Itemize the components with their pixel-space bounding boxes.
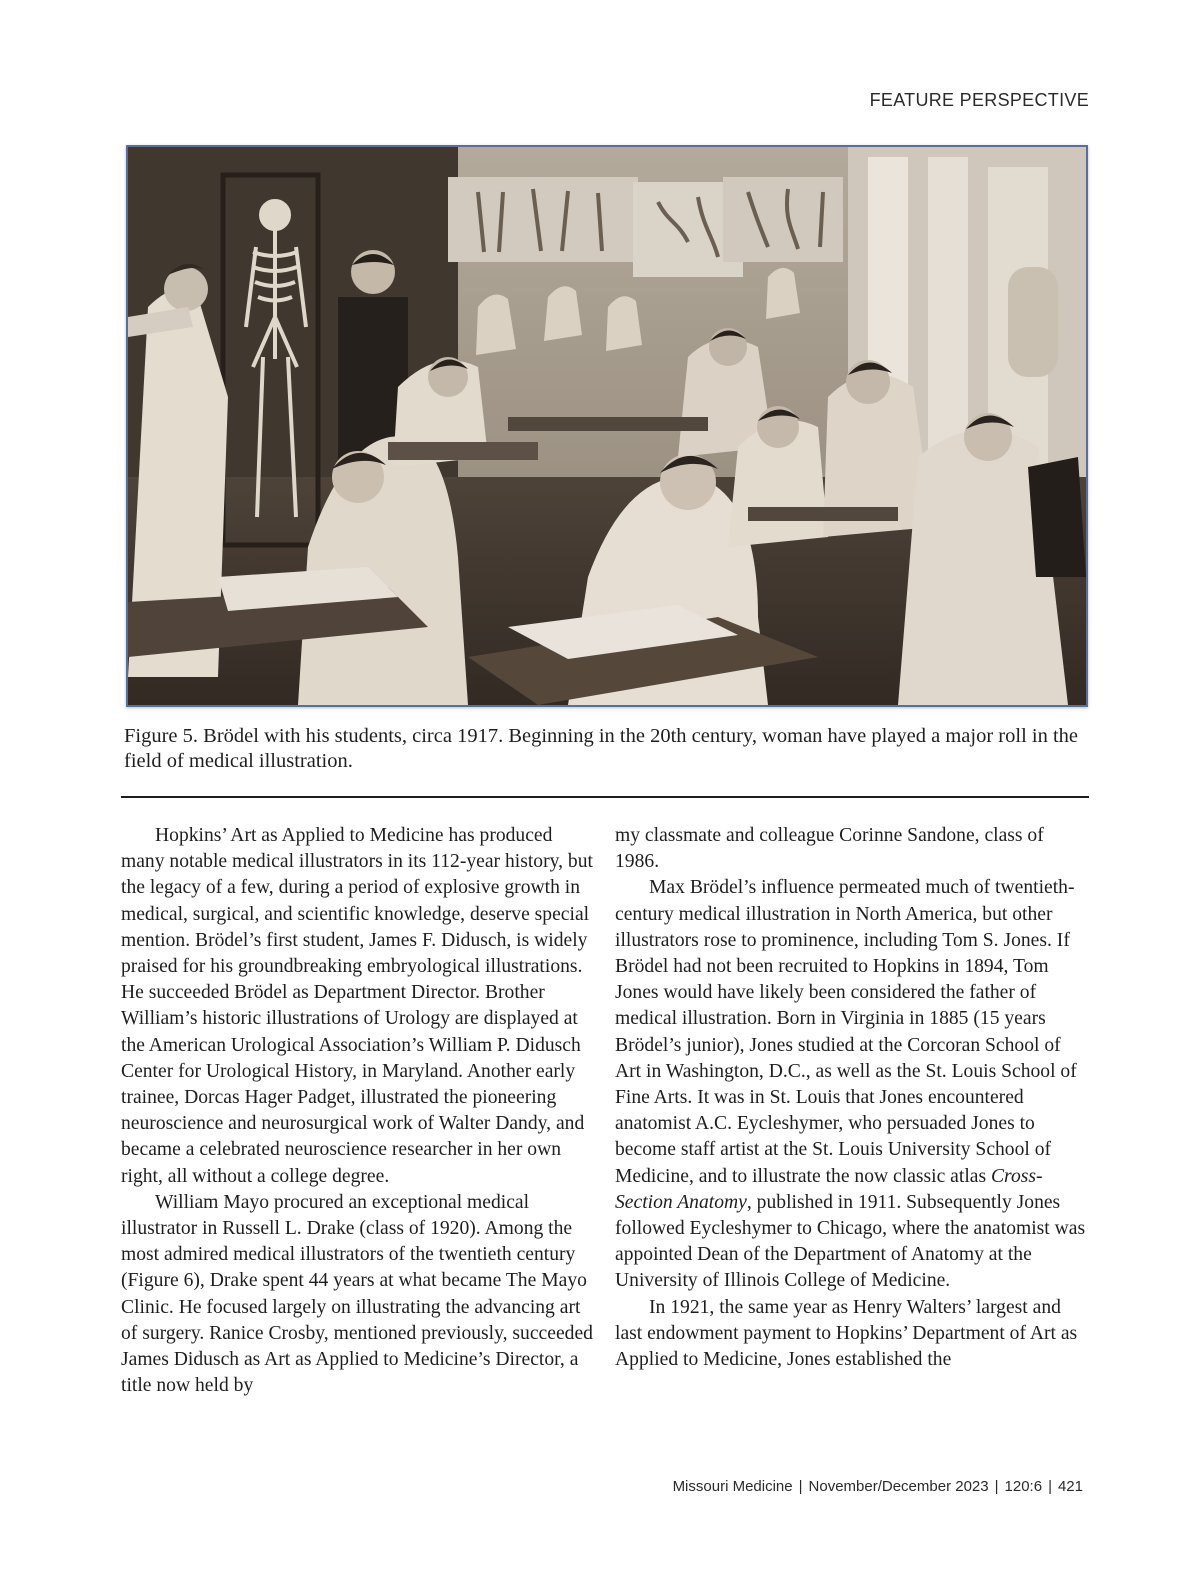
body-column-right [615,823,1087,1373]
separator: | [1048,1478,1052,1495]
volume-number: 120:6 [1004,1478,1043,1495]
paragraph: William Mayo procured an exceptional medical illustrator in Russell L. Drake (class of 1920). Among the most admired medical illustrators of the twentieth century (Figure 6), Drake spent 44 years at what became The Mayo Clinic. He focused largely on illustrating the advancing art of surgery. Ranice Crosby, mentioned previously, succeeded James Didusch as Art as Applied to Medicine’s Director, a title now held by [121,1191,593,1397]
paragraph: Hopkins’ Art as Applied to Medicine has produced many notable medical illustrators in its 112-year history, but the legacy of a few, during a period of explosive growth in medical, surgical, and scientific knowledge, deserve special mention. Brödel’s first student, James F. Didusch, is widely praised for his groundbreaking embryological illustrations. He succeeded Brödel as Department Director. Brother William’s historic illustrations of Urology are displayed at the American Urological Association’s William P. Didusch Center for Urological History, in Maryland. Another early trainee, Dorcas Hager Padget, illustrated the pioneering neuroscience and neurosurgical work of Walter Dandy, and became a celebrated neuroscience researcher in her own right, all without a college degree. [121,825,593,1187]
atlas-title: Cross-Section Anatomy [615,1165,1043,1213]
issue-date: November/December 2023 [808,1478,989,1495]
separator: | [994,1478,999,1495]
body-column-left [121,823,593,1399]
paragraph: my classmate and colleague Corinne Sandone, class of 1986. [615,825,1044,873]
paragraph-text: , published in 1911. Subsequently Jones followed Eycleshymer to Chicago, where the anatomist was appointed Dean of the Department of Anatomy at the University of Illinois College of Medicine. [615,1191,1086,1292]
separator: | [798,1478,803,1495]
journal-name: Missouri Medicine [672,1478,793,1495]
figure-5-photo [126,145,1088,707]
divider-rule [121,796,1089,798]
paragraph: In 1921, the same year as Henry Walters’ largest and last endowment payment to Hopkins’ Department of Art as Applied to Medicine, Jones established the [615,1296,1078,1371]
paragraph [615,875,1087,1294]
page-footer [673,1478,1083,1495]
page-number: 421 [1057,1478,1083,1495]
paragraph-text: Max Brödel’s influence permeated much of twentieth-century medical illustration in North America, but other illustrators rose to prominence, including Tom S. Jones. If Brödel had not been recruited to Hopkins in 1894, Tom Jones would have likely been considered the father of medical illustration. Born in Virginia in 1885 (15 years Brödel’s junior), Jones studied at the Corcoran School of Art in Washington, D.C., as well as the St. Louis School of Fine Arts. It was in St. Louis that Jones encountered anatomist A.C. Eycleshymer, who persuaded Jones to become staff artist at the St. Louis University School of Medicine, and to illustrate the now classic atlas [615,877,1077,1187]
section-label: FEATURE PERSPECTIVE [869,90,1089,110]
figure-caption: Figure 5. Brödel with his students, circa 1917. Beginning in the 20th century, woman have played a major roll in the field of medical illustration. [124,725,1079,772]
